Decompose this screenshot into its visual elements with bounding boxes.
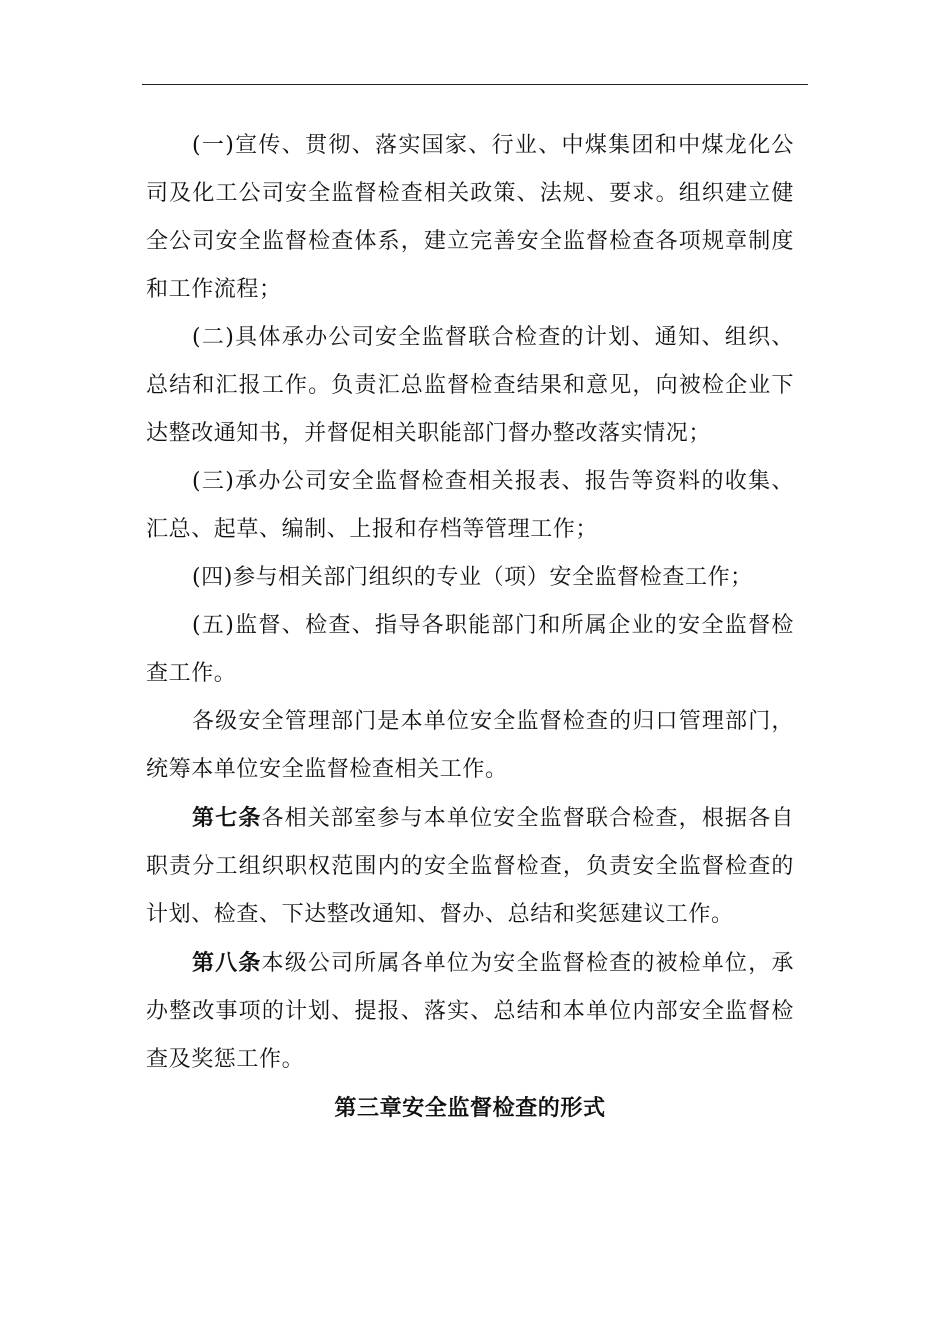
- article-8-text: 本级公司所属各单位为安全监督检查的被检单位，承办整改事项的计划、提报、落实、总结和本单位内部安全监督检查及奖惩工作。: [146, 951, 794, 1072]
- article-7-label: 第七条: [192, 805, 262, 831]
- paragraph-item-2: (二)具体承办公司安全监督联合检查的计划、通知、组织、总结和汇报工作。负责汇总监督检查结果和意见，向被检企业下达整改通知书，并督促相关职能部门督办整改落实情况；: [146, 325, 794, 446]
- chapter-title: 第三章安全监督检查的形式: [334, 1095, 606, 1121]
- article-7: [146, 794, 794, 939]
- paragraph-item-3: (三)承办公司安全监督检查相关报表、报告等资料的收集、汇总、起草、编制、上报和存档等管理工作；: [146, 469, 794, 542]
- article-7-text: 各相关部室参与本单位安全监督联合检查，根据各自职责分工组织职权范围内的安全监督检查，负责安全监督检查的计划、检查、下达整改通知、督办、总结和奖惩建议工作。: [146, 806, 794, 927]
- article-8: [146, 939, 794, 1084]
- paragraph-item-5: (五)监督、检查、指导各职能部门和所属企业的安全监督检查工作。: [146, 613, 794, 686]
- paragraph-department-note: 各级安全管理部门是本单位安全监督检查的归口管理部门，统筹本单位安全监督检查相关工作。: [146, 709, 794, 782]
- paragraph-item-1: (一)宣传、贯彻、落实国家、行业、中煤集团和中煤龙化公司及化工公司安全监督检查相关政策、法规、要求。组织建立健全公司安全监督检查体系，建立完善安全监督检查各项规章制度和工作流程；: [146, 133, 794, 302]
- document-body: [146, 122, 794, 1132]
- article-8-label: 第八条: [192, 950, 262, 976]
- paragraph-item-4: (四)参与相关部门组织的专业（项）安全监督检查工作；: [192, 565, 753, 590]
- header-rule: [142, 84, 808, 85]
